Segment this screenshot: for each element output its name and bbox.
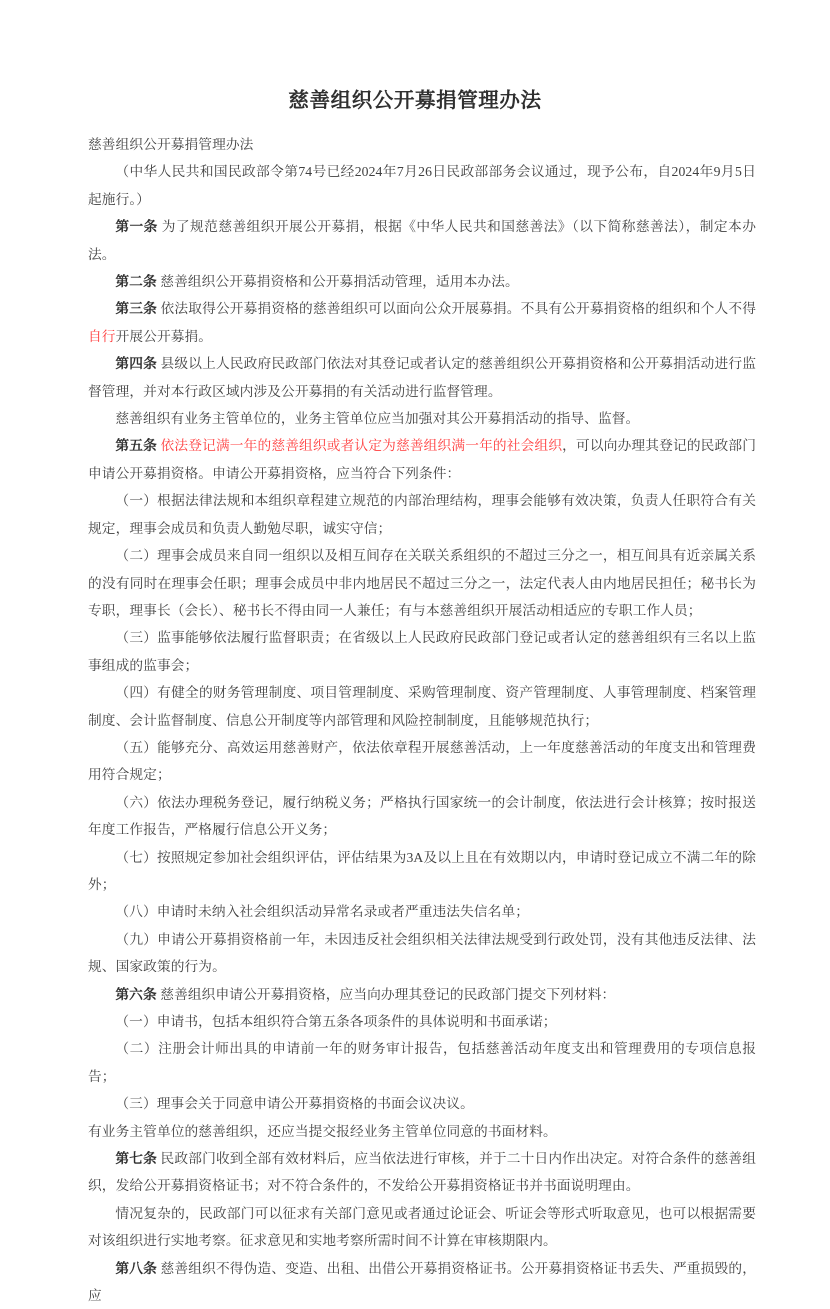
article-5-item-8: （八）申请时未纳入社会组织活动异常名录或者严重违法失信名单；	[115, 904, 530, 920]
article-2-paragraph	[88, 268, 756, 295]
article-5-item-1: （一）根据法律法规和本组织章程建立规范的内部治理结构，理事会能够有效决策，负责人任职符合有关规定，理事会成员和负责人勤勉尽职，诚实守信；	[88, 493, 756, 536]
article-2-text: 慈善组织公开募捐资格和公开募捐活动管理，适用本办法。	[160, 274, 519, 290]
article-8-paragraph	[88, 1255, 756, 1309]
article-7-paragraph	[88, 1145, 756, 1200]
article-6-item-3: （三）理事会关于同意申请公开募捐资格的书面会议决议。	[115, 1096, 474, 1112]
page-title: 慈善组织公开募捐管理办法	[288, 90, 542, 112]
article-3-label: 第三条	[115, 301, 157, 317]
article-6-text: 慈善组织申请公开募捐资格，应当向办理其登记的民政部门提交下列材料：	[160, 986, 616, 1002]
article-8-text: 慈善组织不得伪造、变造、出租、出借公开募捐资格证书。公开募捐资格证书丢失、严重损毁的，应	[88, 1260, 756, 1304]
article-7-label: 第七条	[115, 1151, 157, 1167]
article-4-paragraph	[88, 350, 756, 405]
article-3-text-before: 依法取得公开募捐资格的慈善组织可以面向公众开展募捐。不具有公开募捐资格的组织和个人不得	[160, 301, 756, 317]
article-6-item-2: （二）注册会计师出具的申请前一年的财务审计报告，包括慈善活动年度支出和管理费用的专项信息报告；	[88, 1041, 756, 1084]
article-3-text-after: 开展公开募捐。	[115, 328, 213, 344]
heading-repeat-paragraph: 慈善组织公开募捐管理办法	[88, 137, 254, 152]
article-5-text-after: ，可以向办理其登记的民政部门申请公开募捐资格。申请公开募捐资格，应当符合下列条件：	[88, 438, 756, 481]
article-6-paragraph	[88, 981, 756, 1008]
article-6-tail-paragraph: 有业务主管单位的慈善组织，还应当提交报经业务主管单位同意的书面材料。	[88, 1123, 557, 1139]
article-3-paragraph	[88, 295, 756, 350]
article-3-red-highlight: 自行	[88, 328, 116, 344]
supervisor-paragraph: 慈善组织有业务主管单位的，业务主管单位应当加强对其公开募捐活动的指导、监督。	[115, 411, 640, 427]
article-8-label: 第八条	[115, 1260, 157, 1276]
article-5-red-highlight: 依法登记满一年的慈善组织或者认定为慈善组织满一年的社会组织	[160, 438, 563, 454]
promulgation-paragraph: （中华人民共和国民政部令第74号已经2024年7月26日民政部部务会议通过，现予公布，自2024年9月5日起施行。）	[88, 164, 756, 207]
document-body	[88, 131, 756, 1309]
article-6-label: 第六条	[115, 986, 157, 1002]
article-5-item-3: （三）监事能够依法履行监督职责；在省级以上人民政府民政部门登记或者认定的慈善组织有三名以上监事组成的监事会；	[88, 630, 756, 673]
article-5-paragraph	[88, 432, 756, 487]
article-1-label: 第一条	[115, 219, 158, 235]
article-5-label: 第五条	[115, 438, 157, 454]
article-2-label: 第二条	[115, 274, 157, 290]
article-5-item-9: （九）申请公开募捐资格前一年，未因违反社会组织相关法律法规受到行政处罚，没有其他违反法律、法规、国家政策的行为。	[88, 931, 756, 975]
article-1-paragraph	[88, 213, 756, 268]
article-7-text: 民政部门收到全部有效材料后，应当依法进行审核，并于二十日内作出决定。对符合条件的慈善组织，发给公开募捐资格证书；对不符合条件的，不发给公开募捐资格证书并书面说明理由。	[88, 1151, 756, 1194]
article-4-label: 第四条	[115, 356, 157, 372]
article-5-item-4: （四）有健全的财务管理制度、项目管理制度、采购管理制度、资产管理制度、人事管理制度、档案管理制度、会计监督制度、信息公开制度等内部管理和风险控制制度，且能够规范执行；	[88, 685, 756, 728]
article-1-text: 为了规范慈善组织开展公开募捐，根据《中华人民共和国慈善法》（以下简称慈善法），制定本办法。	[88, 219, 756, 262]
article-5-item-5: （五）能够充分、高效运用慈善财产，依法依章程开展慈善活动，上一年度慈善活动的年度支出和管理费用符合规定；	[88, 739, 756, 783]
article-7-tail-paragraph: 情况复杂的，民政部门可以征求有关部门意见或者通过论证会、听证会等形式听取意见，也可以根据需要对该组织进行实地考察。征求意见和实地考察所需时间不计算在审核期限内。	[88, 1205, 756, 1249]
article-5-item-7: （七）按照规定参加社会组织评估，评估结果为3A及以上且在有效期以内，申请时登记成立不满二年的除外；	[88, 849, 756, 892]
article-4-text: 县级以上人民政府民政部门依法对其登记或者认定的慈善组织公开募捐资格和公开募捐活动进行监督管理，并对本行政区域内涉及公开募捐的有关活动进行监督管理。	[88, 356, 756, 399]
article-5-item-6: （六）依法办理税务登记，履行纳税义务；严格执行国家统一的会计制度，依法进行会计核算；按时报送年度工作报告，严格履行信息公开义务；	[88, 794, 756, 838]
article-5-item-2: （二）理事会成员来自同一组织以及相互间存在关联关系组织的不超过三分之一，相互间具有近亲属关系的没有同时在理事会任职；理事会成员中非内地居民不超过三分之一，法定代表人由内地居民担任；秘书长为专职，理事长（会长）、秘书长不得由同一人兼任；有与本慈善组织开展活动相适应的专职工作人员；	[88, 548, 756, 618]
article-6-item-1: （一）申请书，包括本组织符合第五条各项条件的具体说明和书面承诺；	[115, 1014, 557, 1029]
